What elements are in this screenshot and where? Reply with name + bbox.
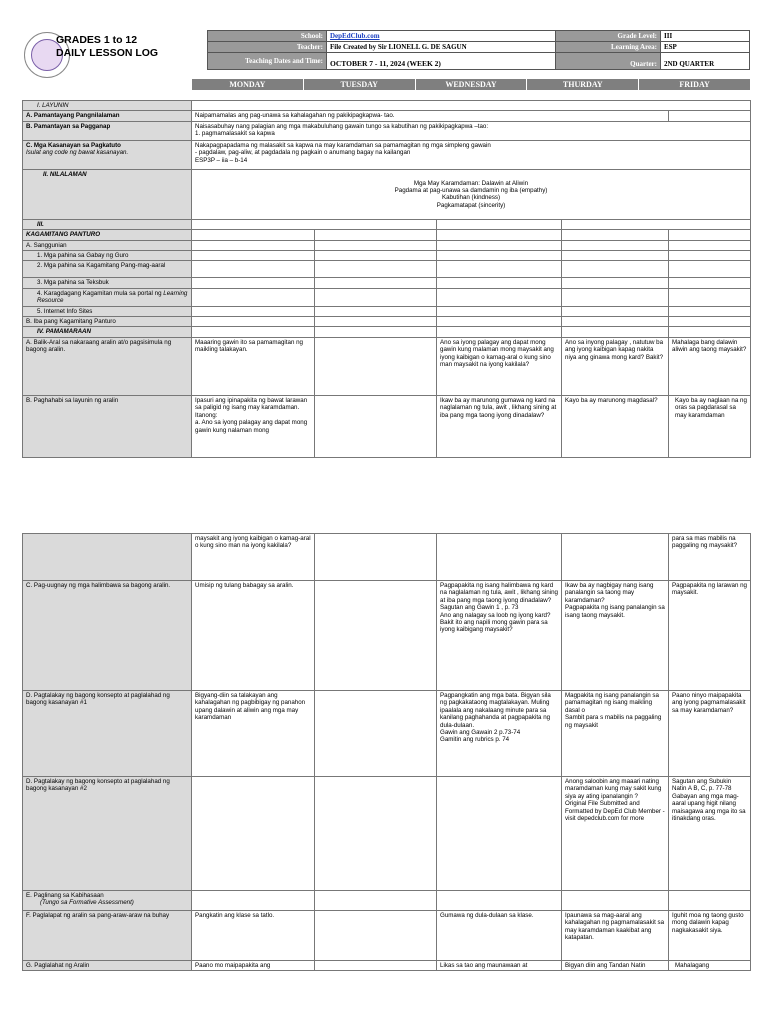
paglalahat-thursday: Bigyan diin ang Tandan Natin xyxy=(562,961,669,971)
pagtalakay-1-thursday: Magpakita ng isang panalangin sa pamamagitan ng isang maikling dasal o Sambit para s mabilis na paggaling ng maysakit xyxy=(562,691,669,777)
paghahabi-thursday: Kayo ba ay marunong magdasal? xyxy=(562,395,669,457)
paglalahat-monday: Paano mo maipapakita ang xyxy=(192,961,315,971)
paglalahat-friday: Mahalagang xyxy=(669,961,751,971)
lesson-grid-page-1 xyxy=(22,100,751,458)
row-a-text: Naipamamalas ang pag-unawa sa kahalagahan ng pakikipagkapwa- tao. xyxy=(192,111,669,121)
section-iii: III. xyxy=(23,219,192,229)
school-label: School: xyxy=(208,31,327,42)
pagtalakay-2-thursday: Anong saloobin ang maaari nating maramdaman kung may sakit kung siya ay ating ipanalangin ? Original File Submitted and Formatted by DepEd Club Member - visit depedclub.com for more xyxy=(562,777,669,891)
teacher-value: File Created by Sir LIONELL G. DE SAGUN xyxy=(327,42,556,53)
row-paguugnay-label: C. Pag-uugnay ng mga halimbawa sa bagong aralin. xyxy=(23,581,192,691)
balik-aral-friday: Mahalaga bang dalawin aliwin ang taong maysakit? xyxy=(669,337,751,395)
quarter-label: Quarter: xyxy=(556,53,661,70)
paghahabi-wednesday: Ikaw ba ay marunong gumawa ng kard na naglalaman ng tula, awit , likhang sining at iba pang mga taong iyong dinadalaw? xyxy=(437,395,562,457)
day-thursday: THURDAY xyxy=(527,79,639,90)
section-pamamaraan: IV. PAMAMARAAN xyxy=(23,327,192,337)
paguugnay-thursday: Ikaw ba ay nagbigay nang isang panalangin sa taong may karamdaman? Pagpapakita ng isang panalangin sa isang taong maysakit. xyxy=(562,581,669,691)
title-line-1: GRADES 1 to 12 xyxy=(56,34,138,46)
day-friday: FRIDAY xyxy=(639,79,750,90)
paguugnay-monday: Umisip ng tulang babagay sa aralin. xyxy=(192,581,315,691)
balik-aral-thursday: Ano sa inyong palagay , natutuw ba ang iyong kaibigan kapag nakita niya ang ginawa mong kard? Bakit? xyxy=(562,337,669,395)
row-paghahabi-label: B. Paghahabi sa layunin ng aralin xyxy=(23,395,192,457)
row-b-label: B. Pamantayan sa Pagganap xyxy=(23,121,192,140)
area-value: ESP xyxy=(661,42,750,53)
paglalapat-monday: Pangkatin ang klase sa tatlo. xyxy=(192,911,315,961)
lesson-log-page-2 xyxy=(22,533,750,971)
dates-label: Teaching Dates and Time: xyxy=(208,53,327,70)
paguugnay-friday: Pagpapakita ng larawan ng maysakit. xyxy=(669,581,751,691)
school-link[interactable]: DepEdClub.com xyxy=(330,32,380,40)
sanggunian-1: 1. Mga pahina sa Gabay ng Guro xyxy=(23,251,192,261)
section-kagamitan: KAGAMITANG PANTURO xyxy=(23,230,192,240)
grade-label: Grade Level: xyxy=(556,31,661,42)
area-label: Learning Area: xyxy=(556,42,661,53)
paghahabi-friday-cont: para sa mas mabilis na paggaling ng maysakit? xyxy=(669,534,751,581)
sanggunian-5: 5. Internet Info Sites xyxy=(23,306,192,316)
nilalaman-text: Mga May Karamdaman: Dalawin at Aliwin Pagdama at pag-unawa sa damdamin ng iba (empathy) Kabutihan (kindness) Pagkamatapat (sincerity) xyxy=(192,169,751,219)
grade-value: III xyxy=(661,31,750,42)
paglalapat-wednesday: Gumawa ng dula-dulaan sa klase. xyxy=(437,911,562,961)
day-wednesday: WEDNESDAY xyxy=(416,79,528,90)
row-c-label: C. Mga Kasanayan sa Pagkatuto Isulat ang code ng bawat kasanayan. xyxy=(23,140,192,169)
sanggunian-4: 4. Karagdagang Kagamitan mula sa portal ng Learning Resource xyxy=(23,288,192,306)
teacher-label: Teacher: xyxy=(208,42,327,53)
balik-aral-monday: Maaaring gawin ito sa pamamagitan ng maikling talakayan. xyxy=(192,337,315,395)
iba-pang-kagamitan: B. Iba pang Kagamitang Panturo xyxy=(23,317,192,327)
section-layunin: I. LAYUNIN xyxy=(23,101,192,111)
pagtalakay-1-monday: Bigyang-diin sa talakayan ang kahalagahan ng pagbibigay ng panahon upang dalawin at aliwin ang mga may karamdaman xyxy=(192,691,315,777)
paglalahat-wednesday: Likas sa tao ang maunawaan at xyxy=(437,961,562,971)
row-b-text: Naisasabuhay nang palagian ang mga makabuluhang gawain tungo sa kabutihan ng pakikipagkapwa –tao: 1. pagmamalasakit sa kapwa xyxy=(192,121,751,140)
row-pagtalakay-2-label: D. Pagtalakay ng bagong konsepto at paglalahad ng bagong kasanayan #2 xyxy=(23,777,192,891)
paglalapat-friday: Iguhit moa ng taong gusto mong dalawin kapag nagkakasakit siya. xyxy=(669,911,751,961)
row-paglalapat-label: F. Paglalapat ng aralin sa pang-araw-araw na buhay xyxy=(23,911,192,961)
section-nilalaman: II. NILALAMAN xyxy=(23,169,192,219)
sanggunian-label: A. Sanggunian xyxy=(23,240,192,250)
school-info-table xyxy=(207,30,750,70)
school-value[interactable] xyxy=(327,31,556,42)
row-a-label: A. Pamantayang Pangnilalaman xyxy=(23,111,192,121)
document-title xyxy=(56,34,158,60)
paghahabi-friday: Kayo ba ay naglaan na ng oras sa pagdarasal sa may karamdaman xyxy=(669,395,751,457)
day-header-bar xyxy=(192,79,750,90)
sanggunian-3: 3. Mga pahina sa Teksbuk xyxy=(23,278,192,288)
pagtalakay-1-wednesday: Pagpangkatin ang mga bata. Bigyan sila ng pagkakataong magtalakayan. Muling ipaalala ang nakalaang minute para sa kanilang paghahanda at pagpapakita ng dula-dulaan. Gawin ang Gawain 2 p.73-74 Gamitin ang rubrics p. 74 xyxy=(437,691,562,777)
balik-aral-wednesday: Ano sa iyong palagay ang dapat mong gawin kung malaman mong maysakit ang iyong kaibigan o kamag-aral o kung sino man maysakit na iyong kakilala? xyxy=(437,337,562,395)
row-pagtalakay-1-label: D. Pagtalakay ng bagong konsepto at paglalahad ng bagong kasanayan #1 xyxy=(23,691,192,777)
paghahabi-monday-cont: maysakit ang iyong kaibigan o kamag-aral o kung sino man na iyong kakilala? xyxy=(192,534,315,581)
day-tuesday: TUESDAY xyxy=(304,79,416,90)
row-c-text: Nakapagpapadama ng malasakit sa kapwa na may karamdaman sa pamamagitan ng mga simpleng gawain - pagdalaw, pag-aliw, at pagdadala ng pagkain o anumang bagay na kailangan ESP3P – iia – b-14 xyxy=(192,140,751,169)
title-line-2: DAILY LESSON LOG xyxy=(56,47,159,59)
sanggunian-2: 2. Mga pahina sa Kagamitang Pang-mag-aaral xyxy=(23,261,192,278)
paguugnay-wednesday: Pagpapakita ng isang halimbawa ng kard na naglalaman ng tula, awit , likhang sining at iba pang mga taong iyong dinadalaw? Sagutan ang Gawin 1 , p. 73 Ano ang nalagay sa loob ng iyong kard? Bakit ito ang napili mong gawin para sa iyong kaibigang maysakit? xyxy=(437,581,562,691)
pagtalakay-1-friday: Paano ninyo maipapakita ang iyong pagmamalasakit sa may karamdaman? xyxy=(669,691,751,777)
day-monday: MONDAY xyxy=(192,79,304,90)
row-paglalahat-label: G. Paglalahat ng Aralin xyxy=(23,961,192,971)
lesson-grid-page-2 xyxy=(22,533,751,971)
paghahabi-monday: Ipasuri ang ipinapakita ng bawat larawan sa paligid ng isang may karamdaman. Itanong: a. Ano sa iyong palagay ang dapat mong gawin kung nalaman mong xyxy=(192,395,315,457)
dates-value: OCTOBER 7 - 11, 2024 (WEEK 2) xyxy=(327,53,556,70)
row-paglinang-label: E. Paglinang sa Kabihasaan (Tungo sa Formative Assessment) xyxy=(23,891,192,911)
pagtalakay-2-friday: Sagutan ang Subukin Natin A B, C, p. 77-78 Gabayan ang mga mag-aaral upang higit nilang maisagawa ang mga ito sa itinakdang oras. xyxy=(669,777,751,891)
paglalapat-thursday: Ipaunawa sa mag-aaral ang kahalagahan ng pagmamalasakit sa may karamdaman kaakibat ang katapatan. xyxy=(562,911,669,961)
header xyxy=(22,30,750,89)
quarter-value: 2ND QUARTER xyxy=(661,53,750,70)
lesson-log-page-1 xyxy=(22,30,750,434)
row-balik-aral-label: A. Balik-Aral sa nakaraang aralin at/o pagsisimula ng bagong aralin. xyxy=(23,337,192,395)
